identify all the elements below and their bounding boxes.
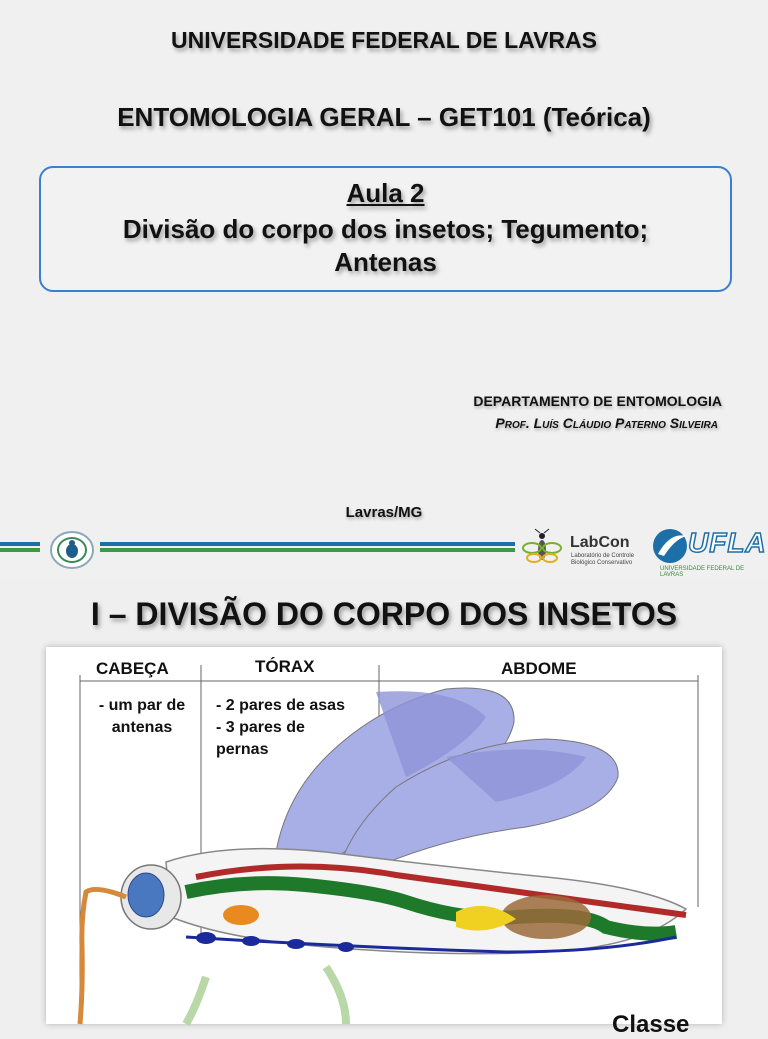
- label-thorax: TÓRAX: [255, 657, 315, 676]
- lesson-title-line-2: Antenas: [334, 247, 437, 277]
- leg: [186, 977, 206, 1024]
- labcon-name: LabCon: [570, 534, 630, 551]
- lesson-title-line-1: Divisão do corpo dos insetos; Tegumento;: [122, 214, 649, 244]
- corner-label: Classe: [612, 1011, 690, 1038]
- course-title: ENTOMOLOGIA GERAL – GET101 (Teórica): [117, 102, 651, 132]
- thorax-description-line-2: - 3 pares de: [216, 719, 305, 736]
- insect-body-figure: [46, 647, 722, 1038]
- labcon-sub-1: Laboratório de Controle: [571, 553, 635, 559]
- head-description: [86, 695, 198, 739]
- label-head: CABEÇA: [96, 659, 169, 678]
- ufla-name: UFLA: [688, 527, 767, 558]
- department-seal-icon: [48, 530, 96, 570]
- department: DEPARTAMENTO DE ENTOMOLOGIA: [473, 393, 722, 409]
- compound-eye: [128, 873, 164, 917]
- slide-heading: I – DIVISÃO DO CORPO DOS INSETOS: [90, 596, 678, 632]
- city: Lavras/MG: [345, 504, 423, 521]
- label-abdomen: ABDOME: [501, 659, 577, 678]
- head-description-line-1: - um par de: [98, 697, 186, 714]
- ufla-swoosh-icon: [650, 526, 690, 566]
- lesson-title: [41, 213, 730, 279]
- lesson-number: Aula 2: [346, 178, 425, 208]
- thorax-description-line-3: pernas: [216, 741, 269, 758]
- university-name: UNIVERSIDADE FEDERAL DE LAVRAS: [171, 27, 597, 53]
- head-description-line-2: antenas: [111, 719, 173, 736]
- labcon-sub-2: Biológico Conservativo: [571, 560, 633, 566]
- antenna: [80, 889, 126, 1024]
- thorax-description: [216, 695, 345, 761]
- labcon-insect-icon: [520, 528, 564, 572]
- thorax-description-line-1: - 2 pares de asas: [216, 697, 345, 714]
- professor: Prof. Luís Cláudio Paterno Silveira: [495, 415, 718, 431]
- logos-area: [520, 524, 768, 576]
- lesson-box: [39, 166, 732, 292]
- ufla-sub: UNIVERSIDADE FEDERAL DE LAVRAS: [660, 566, 745, 578]
